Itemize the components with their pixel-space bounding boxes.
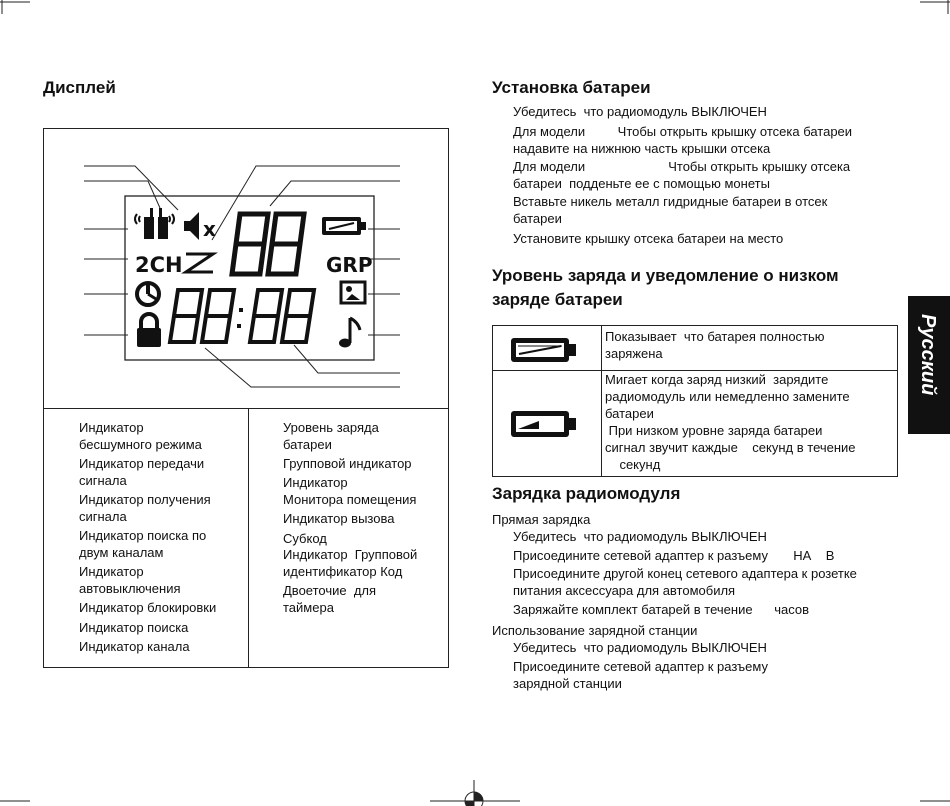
install-step: Установите крышку отсека батареи на место: [513, 231, 784, 246]
battery-level-title-line2: заряде батареи: [492, 290, 623, 309]
legend-item: Индикатор передачи: [79, 456, 205, 471]
legend-item: бесшумного режима: [79, 437, 202, 452]
dual-channel-label: 2CH: [135, 253, 183, 277]
install-step: Убедитесь что радиомодуль ВЫКЛЮЧЕН: [513, 104, 767, 119]
legend-item: Индикатор поиска по: [79, 528, 207, 543]
install-step: Для модели Чтобы открыть крышку отсека: [513, 159, 851, 174]
display-section-title: Дисплей: [43, 78, 116, 97]
legend-item: Групповой индикатор: [283, 456, 412, 471]
mute-x-glyph: x: [203, 217, 216, 241]
legend-item: автовыключения: [79, 581, 181, 596]
station-step: Присоедините сетевой адаптер к разъему: [513, 659, 768, 674]
charging-title: Зарядка радиомодуля: [492, 484, 681, 503]
language-side-tab: [908, 296, 950, 434]
transmit-receive-icon: [135, 208, 174, 239]
legend-item: Индикатор вызова: [283, 511, 395, 526]
legend-item: Индикатор поиска: [79, 620, 189, 635]
legend-item: Монитора помещения: [283, 492, 417, 507]
subcode-digits: [170, 290, 314, 342]
direct-step: Заряжайте комплект батарей в течение часов: [513, 602, 810, 617]
legend-item: Индикатор: [283, 475, 348, 490]
legend-item: идентификатор Код: [283, 564, 403, 579]
legend-item: Индикатор канала: [79, 639, 190, 654]
language-tab-label: Русский: [917, 314, 939, 396]
install-step: надавите на нижнюю часть крышки отсека: [513, 141, 771, 156]
direct-charging-label: Прямая зарядка: [492, 512, 591, 527]
room-monitor-icon: [341, 282, 365, 303]
legend-item: Уровень заряда: [283, 420, 379, 435]
battery-install-title: Установка батареи: [492, 78, 651, 97]
legend-item: Индикатор Групповой: [283, 547, 418, 562]
legend-item: Индикатор получения: [79, 492, 211, 507]
station-step: Убедитесь что радиомодуль ВЫКЛЮЧЕН: [513, 640, 767, 655]
lock-icon: [137, 314, 161, 347]
install-step: батареи: [513, 211, 562, 226]
callout-lines-left: [84, 166, 178, 335]
legend-item: Двоеточие для: [283, 583, 377, 598]
legend-item: двум каналам: [79, 545, 164, 560]
timer-colon: [237, 308, 243, 328]
group-indicator-label: GRP: [326, 253, 373, 277]
scan-arrow-icon: [186, 254, 213, 272]
legend-item: таймера: [283, 600, 334, 615]
battery-full-icon: [509, 336, 579, 364]
install-step: Для модели Чтобы открыть крышку отсека батареи: [513, 124, 853, 139]
music-note-call-icon: [339, 318, 360, 348]
direct-step: Убедитесь что радиомодуль ВЫКЛЮЧЕН: [513, 529, 767, 544]
battery-status-table: Показывает что батарея полностью заряжена Мигает когда заряд низкий зарядите радиомодуль или немедленно замените батареи При низком уровне заряда батареи сигнал звучит каждые секунд в течение секунд: [492, 325, 898, 477]
legend-item: Индикатор: [79, 420, 144, 435]
direct-step: Присоедините другой конец сетевого адаптера к розетке: [513, 566, 857, 581]
legend-item: сигнала: [79, 509, 127, 524]
station-charging-label: Использование зарядной станции: [492, 623, 698, 638]
speaker-mute-icon: [184, 212, 199, 240]
station-step: зарядной станции: [513, 676, 622, 691]
channel-digits: [232, 214, 304, 274]
battery-level-title-line1: Уровень заряда и уведомление о низком: [492, 266, 839, 285]
auto-power-off-icon: [137, 282, 159, 305]
direct-step: Присоедините сетевой адаптер к разъему НА В: [513, 548, 835, 563]
legend-item: сигнала: [79, 473, 127, 488]
legend-item: Индикатор: [79, 564, 144, 579]
install-step: Вставьте никель металл гидридные батареи в отсек: [513, 194, 828, 209]
battery-level-icon: [322, 217, 366, 235]
legend-item: Индикатор блокировки: [79, 600, 217, 615]
direct-step: питания аксессуара для автомобиля: [513, 583, 736, 598]
install-step: батареи подденьте ее с помощью монеты: [513, 176, 770, 191]
legend-item: батареи: [283, 437, 332, 452]
battery-low-icon: [509, 409, 579, 439]
legend-item: Субкод: [283, 531, 327, 546]
